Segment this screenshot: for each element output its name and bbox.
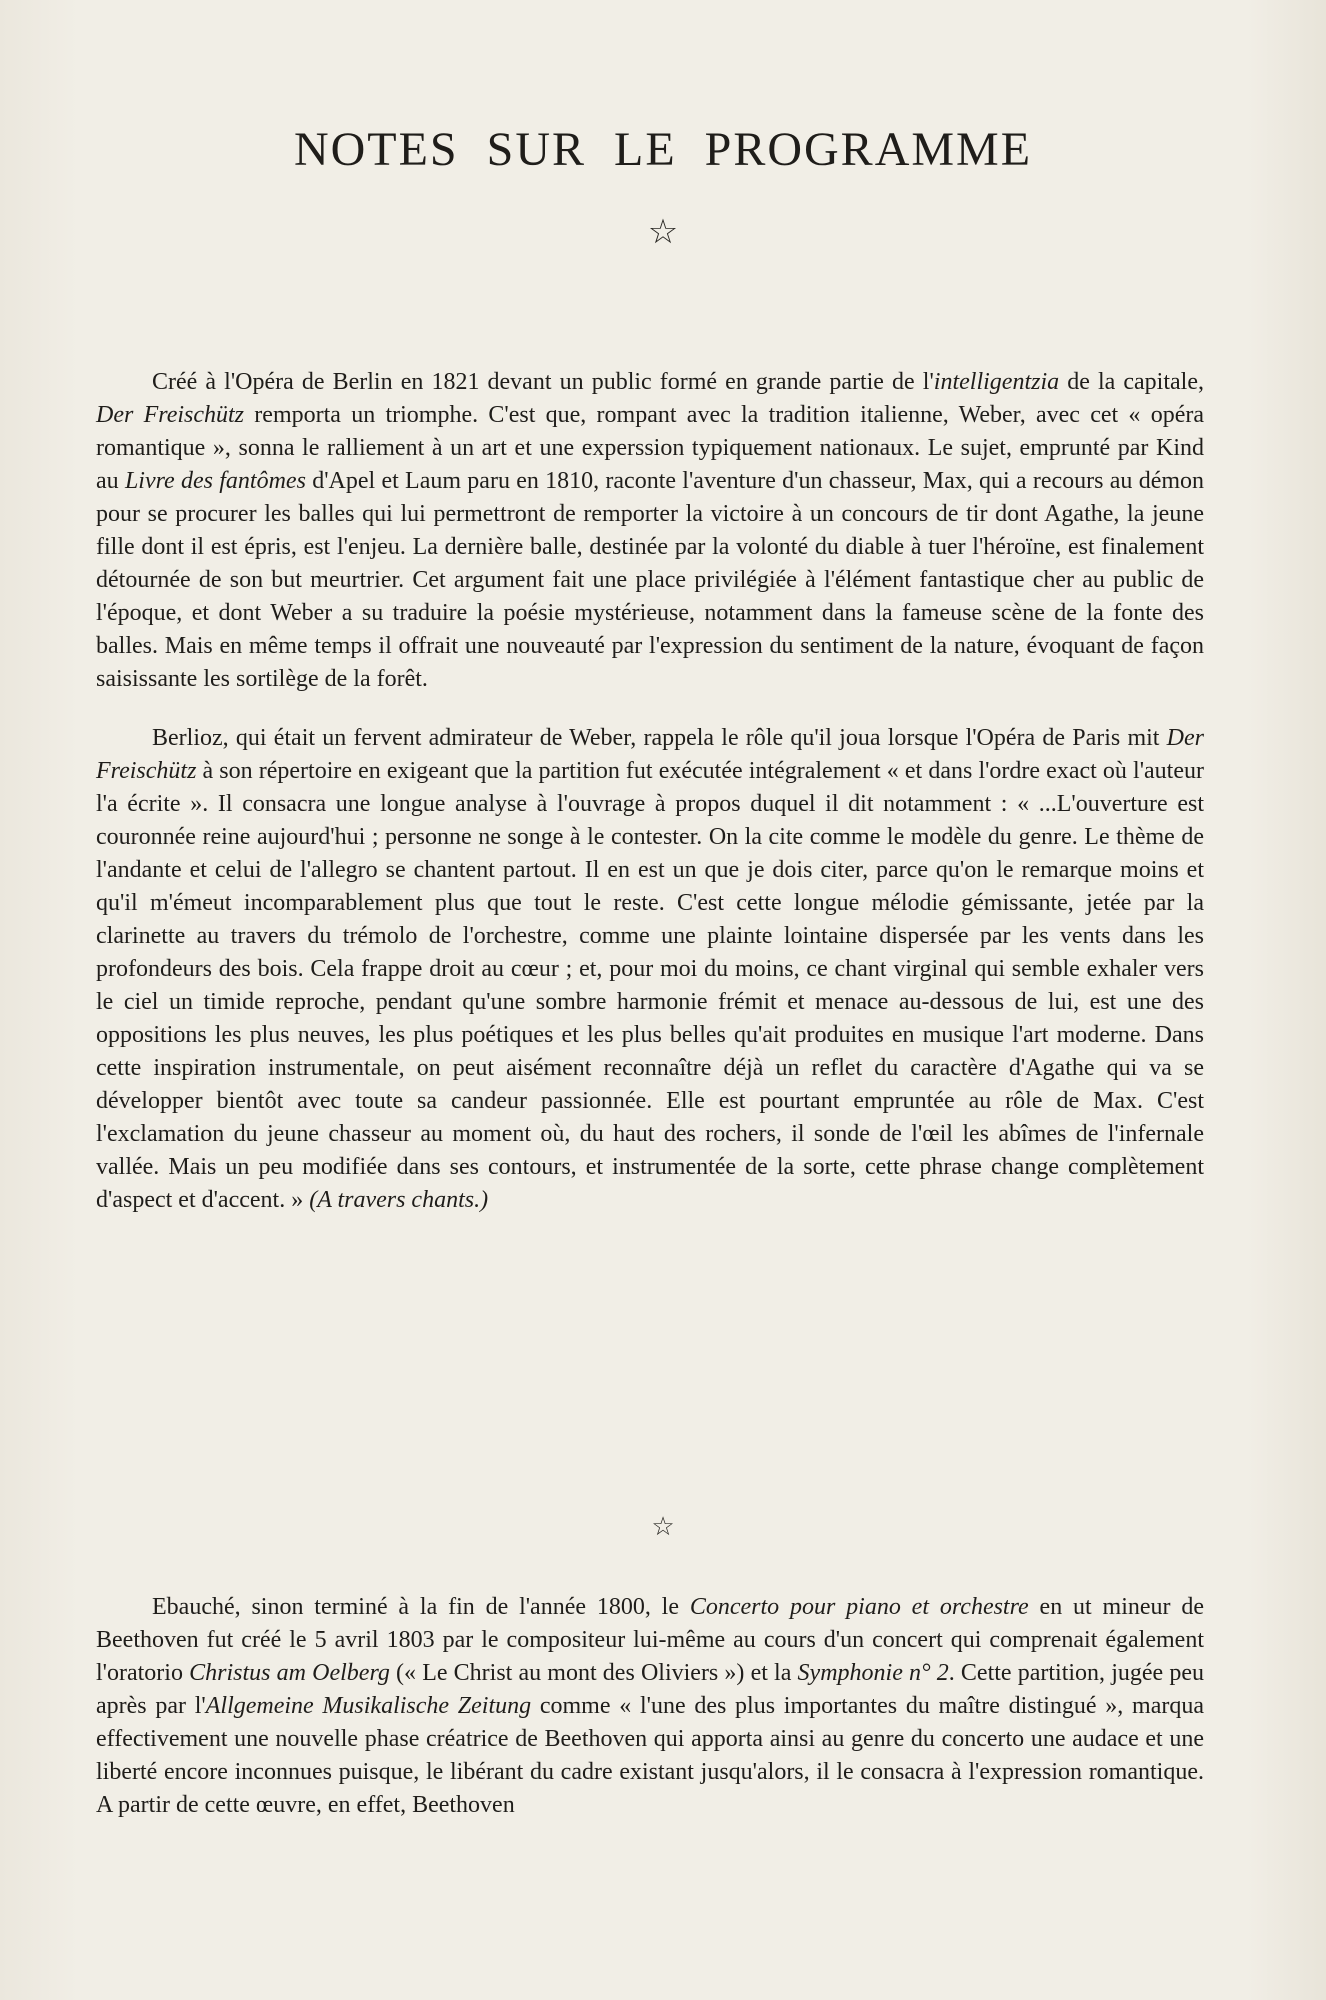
paragraph-freischutz-intro [96,366,1204,696]
italic-text-run: Concerto pour piano et orchestre [689,1594,1029,1620]
section-star-icon: ☆ [651,1512,675,1542]
text-run: (« Le Christ au mont des Oliviers ») et la [389,1660,798,1686]
italic-text-run: Allgemeine Musikalische Zeitung [205,1693,532,1719]
paragraph-berlioz-quote [96,722,1204,1217]
text-run: comme « l'une des plus importantes du maître distingué », marqua effectivement une nouvelle phase créatrice de Beethoven qui apporta ainsi au genre du concerto une audace et une liberté encore inconnues puisque, le libérant du cadre existant jusqu'alors, il le consacra à l'expression romantique. A partir de cette œuvre, en effet, Beethoven [96,1693,1205,1818]
text-run: de la capitale, [1059,369,1204,395]
italic-text-run: Der Freischütz [96,725,1204,784]
article-body-continued [96,1591,1204,1848]
text-run: Ebauché, sinon terminé à la fin de l'année 1800, le [152,1594,690,1620]
text-run: en ut mineur de Beethoven fut créé le 5 avril 1803 par le compositeur lui-même au cours d'un concert qui comprenait également l'oratorio [96,1594,1204,1686]
article-body [96,366,1204,1243]
italic-text-run: Christus am Oelberg [189,1660,390,1686]
italic-text-run: Livre des fantômes [124,468,306,494]
paragraph-beethoven-concerto [96,1591,1204,1822]
star-ornament-icon: ☆ [647,212,679,252]
italic-text-run: (A travers chants.) [309,1187,489,1213]
text-run: remporta un triomphe. C'est que, rompant avec la tradition italienne, Weber, avec cet « opéra romantique », sonna le ralliement à un art et une experssion typiquement nationaux. Le sujet, emprunté par Kind au [96,402,1204,494]
italic-text-run: Symphonie n° 2 [797,1660,949,1686]
text-run: à son répertoire en exigeant que la partition fut exécutée intégralement « et dans l'ordre exact où l'auteur l'a écrite ». Il consacra une longue analyse à l'ouvrage à propos duquel il dit notamment : « ...L'ouverture est couronnée reine aujourd'hui ; personne ne songe à le contester. On la cite comme le modèle du genre. Le thème de l'andante et celui de l'allegro se chantent partout. Il en est un que je dois citer, parce qu'on le remarque moins et qu'il m'émeut incomparablement plus que tout le reste. C'est cette longue mélodie gémissante, jetée par la clarinette au travers du trémolo de l'orchestre, comme une plainte lointaine dispersée par les vents dans les profondeurs des bois. Cela frappe droit au cœur ; et, pour moi du moins, ce chant virginal qui semble exhaler vers le ciel un timide reproche, pendant qu'une sombre harmonie frémit et menace au-dessous de lui, est une des oppositions les plus neuves, les plus poétiques et les plus belles qu'ait produites en musique l'art moderne. Dans cette inspiration instrumentale, on peut aisément reconnaître déjà un reflet du caractère d'Agathe qui va se développer bientôt avec toute sa candeur passionnée. Elle est pourtant empruntée au rôle de Max. C'est l'exclamation du jeune chasseur au moment où, du haut des rochers, il sonde de l'œil les abîmes de l'infernale vallée. Mais un peu modifiée dans ses contours, et instrumentée de la sorte, cette phrase change complètement d'aspect et d'accent. » [96,758,1204,1213]
text-run: Créé à l'Opéra de Berlin en 1821 devant un public formé en grande partie de l' [152,369,934,395]
page-title: NOTES SUR LE PROGRAMME [293,123,1033,176]
italic-text-run: intelligentzia [933,369,1060,395]
italic-text-run: Der Freischütz [96,402,245,428]
text-run: . Cette partition, jugée peu après par l' [96,1660,1204,1719]
text-run: Berlioz, qui était un fervent admirateur de Weber, rappela le rôle qu'il joua lorsque l'Opéra de Paris mit [152,725,1167,751]
text-run: d'Apel et Laum paru en 1810, raconte l'aventure d'un chasseur, Max, qui a recours au démon pour se procurer les balles qui lui permettront de remporter la victoire à un concours de tir dont Agathe, la jeune fille dont il est épris, est l'enjeu. La dernière balle, destinée par la volonté du diable à tuer l'héroïne, est finalement détournée de son but meurtrier. Cet argument fait une place privilégiée à l'élément fantastique cher au public de l'époque, et dont Weber a su traduire la poésie mystérieuse, notamment dans la fameuse scène de la fonte des balles. Mais en même temps il offrait une nouveauté par l'expression du sentiment de la nature, évoquant de façon saisissante les sortilège de la forêt. [96,468,1205,692]
